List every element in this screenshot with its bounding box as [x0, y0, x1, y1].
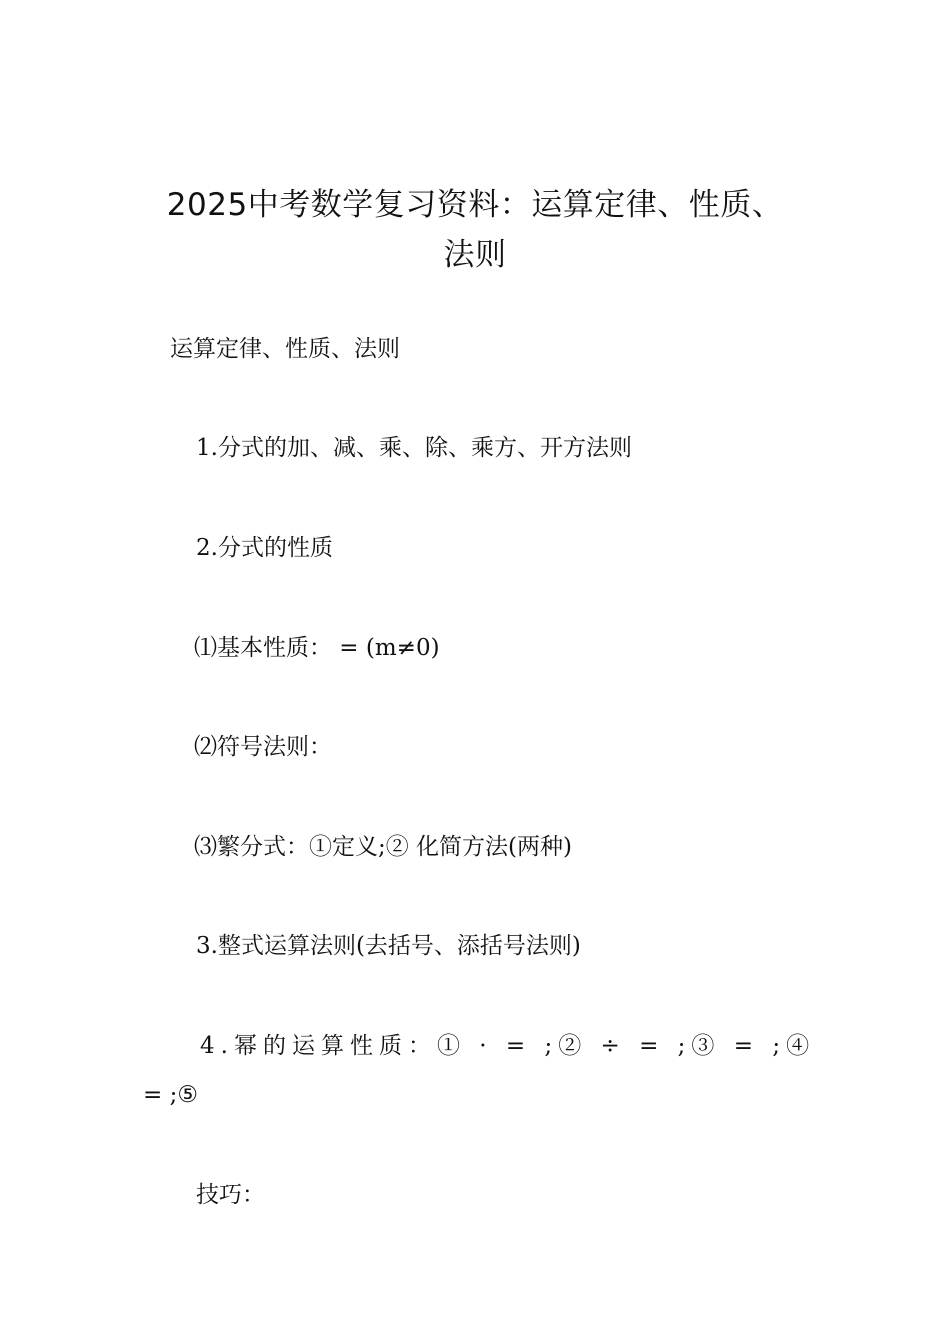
paragraph-power-properties-continued: = ;⑤ — [143, 1082, 198, 1108]
paragraph-tips: 技巧： — [196, 1182, 265, 1208]
document-title — [130, 180, 820, 280]
paragraph-polynomial-rules: 3.整式运算法则(去括号、添括号法则) — [196, 933, 581, 959]
paragraph-power-properties: 4.幂的运算性质：① · = ;② ÷ = ;③ = ;④ — [200, 1033, 816, 1059]
paragraph-complex-fraction: ⑶繁分式：①定义;② 化简方法(两种) — [194, 834, 573, 860]
title-line-1: 2025中考数学复习资料：运算定律、性质、 — [166, 187, 784, 223]
paragraph-basic-property: ⑴基本性质： = (m≠0) — [194, 635, 440, 661]
title-line-2: 法则 — [443, 237, 507, 273]
paragraph-fraction-operations: 1.分式的加、减、乘、除、乘方、开方法则 — [196, 435, 632, 461]
section-heading: 运算定律、性质、法则 — [170, 336, 400, 362]
paragraph-fraction-properties: 2.分式的性质 — [196, 535, 333, 561]
paragraph-sign-rule: ⑵符号法则： — [194, 734, 332, 760]
